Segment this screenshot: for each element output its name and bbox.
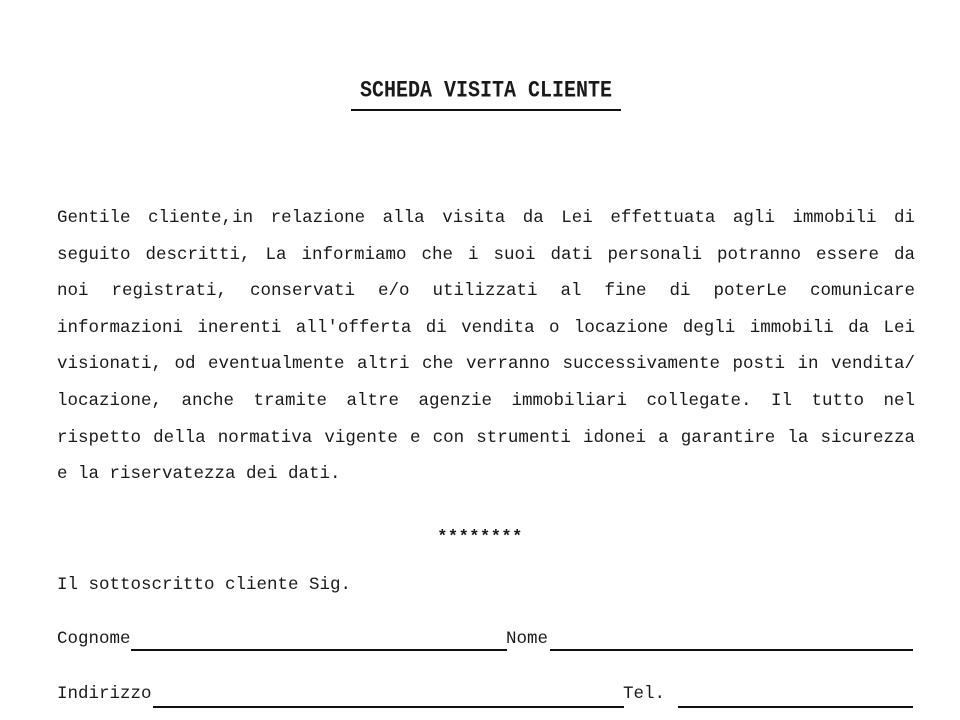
privacy-paragraph bbox=[57, 200, 915, 493]
title-container bbox=[350, 76, 622, 104]
address-row bbox=[57, 680, 915, 708]
cognome-label: Cognome bbox=[57, 629, 131, 649]
paragraph-line: seguito descritti, La informiamo che i suoi dati personali potranno essere da bbox=[57, 244, 915, 265]
paragraph-line: e la riservatezza dei dati. bbox=[57, 464, 341, 485]
nome-label: Nome bbox=[506, 629, 549, 649]
name-row bbox=[57, 625, 915, 653]
paragraph-line: Gentile cliente,in relazione alla visita da Lei effettuata agli immobili di bbox=[57, 208, 915, 228]
signer-intro-text: Il sottoscritto cliente Sig. bbox=[57, 575, 352, 595]
nome-field[interactable] bbox=[550, 629, 913, 651]
tel-field[interactable] bbox=[678, 686, 913, 708]
paragraph-line: informazioni inerenti all'offerta di vendita o locazione degli immobili da Lei bbox=[57, 317, 915, 338]
cognome-field[interactable] bbox=[131, 629, 507, 651]
indirizzo-label: Indirizzo bbox=[57, 684, 152, 704]
document-title: SCHEDA VISITA CLIENTE bbox=[359, 78, 613, 105]
title-underline bbox=[351, 109, 621, 111]
section-separator: ******** bbox=[437, 528, 523, 547]
paragraph-line: noi registrati, conservati e/o utilizzati al fine di poterLe comunicare bbox=[57, 281, 915, 302]
tel-label: Tel. bbox=[623, 684, 666, 704]
paragraph-line: locazione, anche tramite altre agenzie immobiliari collegate. Il tutto nel bbox=[57, 390, 915, 411]
indirizzo-field[interactable] bbox=[153, 686, 624, 708]
paragraph-line: rispetto della normativa vigente e con strumenti idonei a garantire la sicurezza bbox=[57, 427, 915, 448]
paragraph-line: visionati, od eventualmente altri che verranno successivamente posti in vendita/ bbox=[57, 354, 915, 375]
